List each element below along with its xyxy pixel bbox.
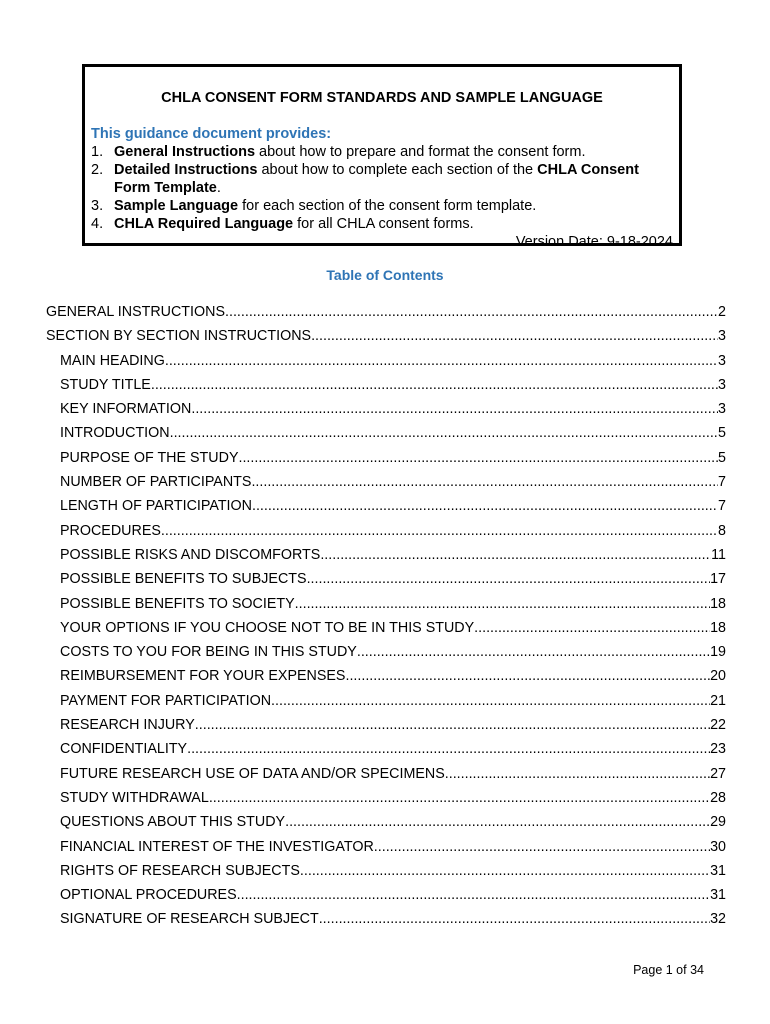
toc-leader-dots — [320, 546, 711, 564]
toc-entry-length-of-participation[interactable] — [46, 497, 726, 521]
toc-leader-dots — [357, 643, 710, 661]
toc-entry-page: 3 — [718, 376, 726, 393]
toc-entry-page: 7 — [718, 498, 726, 515]
toc-leader-dots — [445, 765, 710, 783]
toc-entry-label: RESEARCH INJURY — [60, 717, 195, 734]
document-title: CHLA CONSENT FORM STANDARDS AND SAMPLE LANGUAGE — [161, 90, 603, 106]
toc-leader-dots — [311, 327, 718, 345]
toc-heading: Table of Contents — [326, 267, 444, 283]
toc-entry-general-instructions[interactable] — [46, 303, 726, 327]
toc-entry-questions[interactable] — [46, 813, 726, 837]
toc-entry-page: 3 — [718, 401, 726, 418]
guidance-list — [91, 143, 673, 233]
toc-entry-label: SIGNATURE OF RESEARCH SUBJECT — [60, 911, 319, 928]
toc-entry-label: PROCEDURES — [60, 522, 161, 539]
table-of-contents — [46, 303, 726, 935]
toc-entry-page: 23 — [710, 741, 726, 758]
guidance-item — [91, 197, 673, 215]
guidance-item-bold: CHLA Required Language — [114, 216, 294, 232]
guidance-item-text: for all CHLA consent forms. — [293, 216, 474, 232]
toc-entry-benefits-subjects[interactable] — [46, 570, 726, 594]
guidance-item-number: 4. — [91, 216, 104, 232]
guidance-item-text-2: . — [216, 180, 221, 196]
guidance-item — [91, 215, 673, 233]
toc-entry-label: STUDY WITHDRAWAL — [60, 789, 209, 806]
guidance-item-text: about how to prepare and format the consent form. — [255, 144, 586, 160]
guidance-item-text: about how to complete each section of the — [257, 162, 538, 178]
guidance-item-bold-2: CHLA Consent Form Template — [114, 162, 639, 196]
toc-entry-label: KEY INFORMATION — [60, 401, 192, 418]
toc-leader-dots — [285, 813, 710, 831]
toc-entry-page: 5 — [718, 425, 726, 442]
toc-leader-dots — [225, 303, 718, 321]
guidance-item-bold: General Instructions — [114, 144, 256, 160]
toc-entry-section-by-section[interactable] — [46, 327, 726, 351]
guidance-box — [82, 64, 682, 250]
toc-entry-label: QUESTIONS ABOUT THIS STUDY — [60, 814, 286, 831]
version-date: Version Date: 9-18-2024 — [515, 234, 673, 250]
toc-entry-label: GENERAL INSTRUCTIONS — [46, 304, 225, 320]
toc-entry-study-title[interactable] — [46, 376, 726, 400]
toc-entry-page: 28 — [710, 789, 726, 806]
guidance-item-number: 3. — [91, 198, 104, 214]
page-number: Page 1 of 34 — [633, 963, 704, 977]
toc-entry-page: 21 — [710, 692, 726, 709]
guidance-item-number: 1. — [91, 144, 104, 160]
toc-leader-dots — [474, 619, 710, 637]
guidance-item-text: for each section of the consent form template. — [238, 198, 537, 214]
guidance-subtitle: This guidance document provides: — [91, 126, 332, 142]
toc-entry-risks[interactable] — [46, 546, 726, 570]
guidance-item-bold: Sample Language — [114, 198, 239, 214]
toc-entry-label: PURPOSE OF THE STUDY — [60, 449, 239, 466]
toc-leader-dots — [252, 497, 718, 515]
toc-leader-dots — [271, 692, 710, 710]
toc-entry-label: NUMBER OF PARTICIPANTS — [60, 474, 252, 491]
toc-entry-key-information[interactable] — [46, 400, 726, 424]
toc-leader-dots — [251, 473, 718, 491]
toc-entry-rights[interactable] — [46, 862, 726, 886]
toc-entry-main-heading[interactable] — [46, 352, 726, 376]
toc-leader-dots — [307, 570, 711, 588]
toc-entry-page: 5 — [718, 449, 726, 466]
toc-entry-financial-interest[interactable] — [46, 838, 726, 862]
toc-entry-label: FUTURE RESEARCH USE OF DATA AND/OR SPECIMENS — [60, 765, 445, 782]
toc-entry-label: STUDY TITLE — [60, 376, 151, 393]
toc-entry-label: OPTIONAL PROCEDURES — [60, 887, 237, 904]
toc-entry-costs[interactable] — [46, 643, 726, 667]
toc-entry-page: 32 — [710, 911, 726, 928]
toc-entry-label: RIGHTS OF RESEARCH SUBJECTS — [60, 862, 300, 879]
toc-entry-page: 3 — [718, 328, 726, 345]
toc-entry-label: COSTS TO YOU FOR BEING IN THIS STUDY — [60, 644, 357, 661]
toc-entry-label: PAYMENT FOR PARTICIPATION — [60, 692, 272, 709]
toc-entry-page: 11 — [711, 546, 726, 563]
toc-entry-page: 7 — [718, 474, 726, 491]
toc-entry-label: FINANCIAL INTEREST OF THE INVESTIGATOR — [60, 838, 374, 855]
toc-entry-introduction[interactable] — [46, 424, 726, 448]
toc-entry-page: 18 — [710, 619, 726, 636]
guidance-item-bold: Detailed Instructions — [114, 162, 258, 178]
toc-entry-page: 22 — [710, 717, 726, 734]
toc-entry-number-of-participants[interactable] — [46, 473, 726, 497]
toc-entry-label: INTRODUCTION — [60, 425, 170, 442]
toc-entry-research-injury[interactable] — [46, 716, 726, 740]
toc-leader-dots — [237, 886, 710, 904]
toc-leader-dots — [345, 667, 710, 685]
guidance-item-number: 2. — [91, 162, 104, 178]
toc-entry-study-withdrawal[interactable] — [46, 789, 726, 813]
toc-entry-benefits-society[interactable] — [46, 595, 726, 619]
toc-entry-page: 30 — [710, 838, 726, 855]
toc-entry-purpose[interactable] — [46, 449, 726, 473]
toc-entry-label: POSSIBLE BENEFITS TO SOCIETY — [60, 595, 295, 612]
toc-entry-label: LENGTH OF PARTICIPATION — [60, 498, 252, 515]
toc-entry-page: 3 — [718, 352, 726, 369]
toc-entry-label: MAIN HEADING — [60, 352, 165, 369]
toc-entry-page: 29 — [710, 814, 726, 831]
toc-entry-page: 18 — [710, 595, 726, 612]
toc-leader-dots — [195, 716, 710, 734]
toc-entry-label: SECTION BY SECTION INSTRUCTIONS — [46, 328, 312, 345]
toc-entry-signature[interactable] — [46, 910, 726, 934]
toc-entry-page: 2 — [718, 304, 726, 320]
toc-leader-dots — [187, 740, 710, 758]
toc-entry-label: CONFIDENTIALITY — [60, 741, 188, 758]
toc-leader-dots — [165, 352, 718, 370]
toc-leader-dots — [319, 910, 710, 928]
toc-entry-page: 31 — [710, 887, 726, 904]
toc-entry-label: POSSIBLE RISKS AND DISCOMFORTS — [60, 546, 321, 563]
toc-entry-page: 8 — [718, 522, 726, 539]
toc-leader-dots — [191, 400, 718, 418]
toc-entry-your-options[interactable] — [46, 619, 726, 643]
toc-entry-optional-procedures[interactable] — [46, 886, 726, 910]
toc-leader-dots — [209, 789, 710, 807]
toc-leader-dots — [151, 376, 718, 394]
toc-leader-dots — [238, 449, 718, 467]
toc-entry-label: YOUR OPTIONS IF YOU CHOOSE NOT TO BE IN THIS STUDY — [60, 619, 475, 636]
guidance-item — [91, 161, 673, 197]
toc-leader-dots — [170, 424, 718, 442]
toc-leader-dots — [161, 522, 718, 540]
toc-entry-confidentiality[interactable] — [46, 740, 726, 764]
toc-entry-future-research[interactable] — [46, 765, 726, 789]
toc-entry-page: 27 — [710, 765, 726, 782]
guidance-item — [91, 143, 673, 161]
toc-entry-page: 31 — [710, 862, 726, 879]
toc-entry-page: 20 — [710, 668, 726, 685]
toc-leader-dots — [374, 838, 710, 856]
toc-entry-procedures[interactable] — [46, 522, 726, 546]
toc-entry-label: REIMBURSEMENT FOR YOUR EXPENSES — [60, 668, 346, 685]
toc-entry-payment[interactable] — [46, 692, 726, 716]
toc-leader-dots — [295, 595, 710, 613]
toc-entry-reimbursement[interactable] — [46, 667, 726, 691]
toc-entry-label: POSSIBLE BENEFITS TO SUBJECTS — [60, 571, 307, 588]
toc-leader-dots — [300, 862, 710, 880]
toc-entry-page: 19 — [710, 644, 726, 661]
toc-entry-page: 17 — [710, 571, 726, 588]
